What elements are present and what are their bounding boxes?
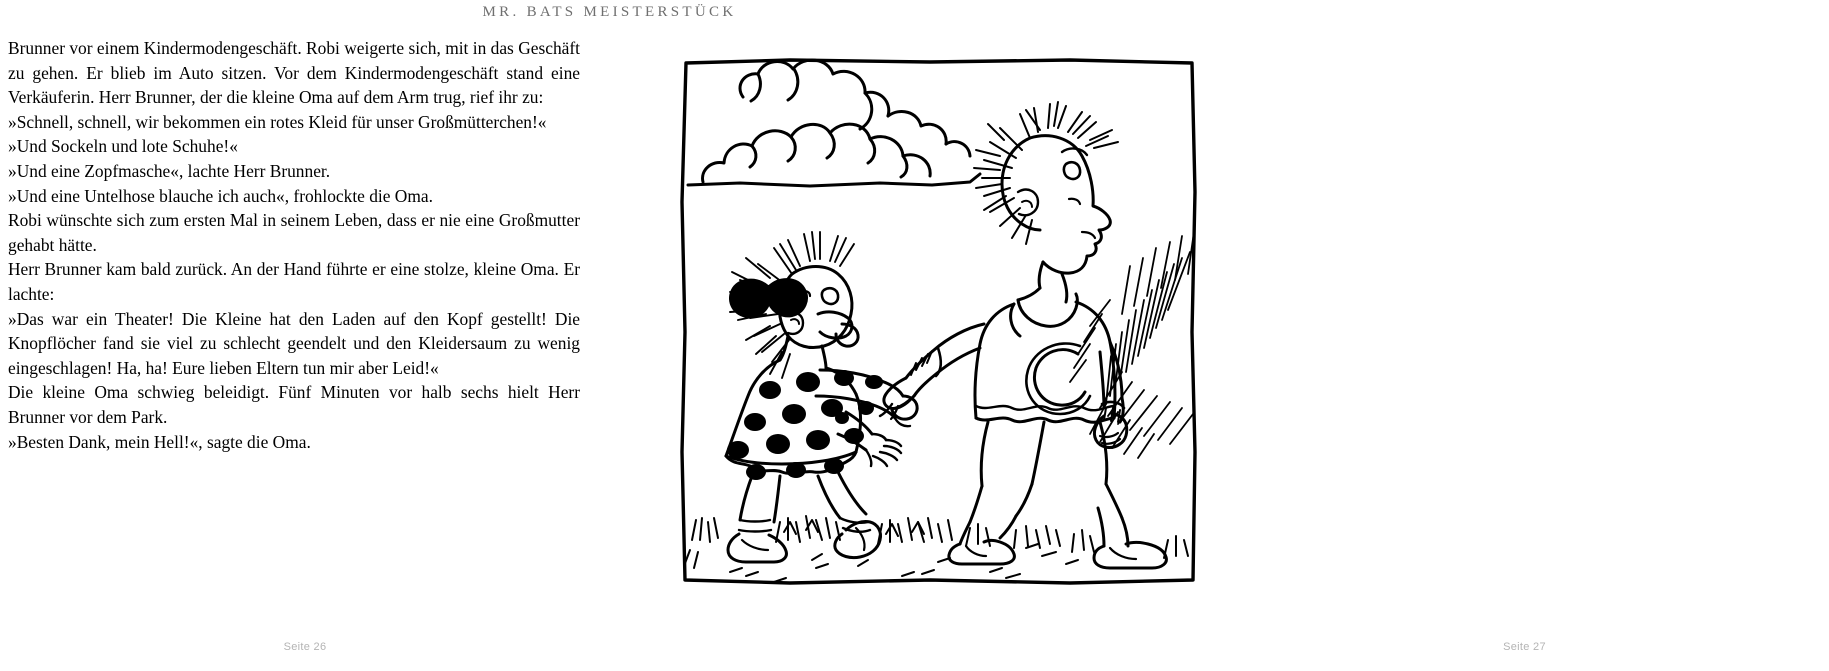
paragraph: Robi wünschte sich zum ersten Mal in seinem Leben, dass er nie eine Großmutter gehabt hätte. xyxy=(8,210,580,255)
paragraph: Herr Brunner kam bald zurück. An der Hand führte er eine stolze, kleine Oma. Er lachte: xyxy=(8,259,580,304)
paragraph: »Und eine Zopfmasche«, lachte Herr Brunner. xyxy=(8,160,331,181)
paragraph: Die kleine Oma schwieg beleidigt. Fünf Minuten vor halb sechs hielt Herr Brunner vor dem Park. xyxy=(8,382,580,427)
illustration xyxy=(670,52,1210,592)
paragraph: »Und eine Untelhose blauche ich auch«, frohlockte die Oma. xyxy=(8,185,433,206)
c-emblem-icon xyxy=(1026,343,1090,414)
hair-bow-icon xyxy=(730,279,807,317)
cloud-icon xyxy=(688,60,980,186)
boy-figure xyxy=(880,102,1166,568)
page-left xyxy=(0,0,610,671)
frame-icon xyxy=(682,60,1195,583)
paragraph: »Besten Dank, mein Hell!«, sagte die Oma. xyxy=(8,431,311,452)
paragraph: Brunner vor einem Kindermodengeschäft. Robi weigerte sich, mit in das Geschäft zu gehen. Er blieb im Auto sitzen. Vor dem Kindermodengeschäft stand eine Verkäuferin. Herr Brunner, der die kleine Oma auf dem Arm trug, rief ihr zu: xyxy=(8,38,580,108)
body-text-column xyxy=(8,36,580,454)
page-right xyxy=(610,0,1546,671)
running-head: MR. BATS MEISTERSTÜCK xyxy=(482,4,737,20)
folio-right: Seite 27 xyxy=(1503,641,1546,653)
bush-icon xyxy=(1070,232,1194,458)
paragraph: »Schnell, schnell, wir bekommen ein rotes Kleid für unser Großmütterchen!« xyxy=(8,111,547,132)
paragraph: »Das war ein Theater! Die Kleine hat den Laden auf den Kopf gestellt! Die Knopflöcher fand sie viel zu schlecht geendelt und den Kleidersaum zu wenig eingeschlagen! Ha, ha! Eure lieben Eltern tun mir aber Leid!« xyxy=(8,308,580,378)
girl-figure xyxy=(726,232,917,562)
folio-left: Seite 26 xyxy=(283,641,327,653)
paragraph: »Und Sockeln und lote Schuhe!« xyxy=(8,136,238,157)
